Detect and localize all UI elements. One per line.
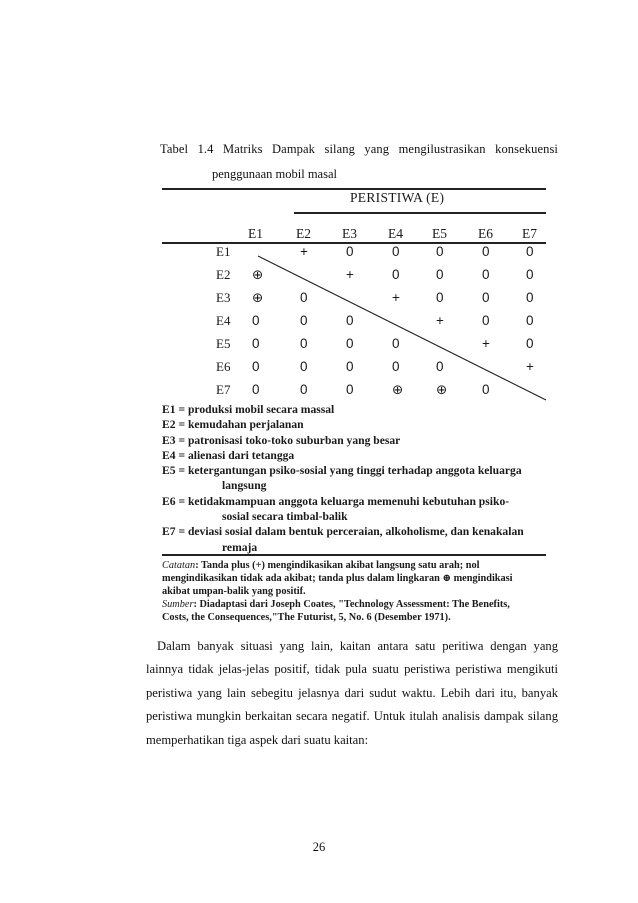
matrix-cell: 0: [482, 244, 490, 259]
table-caption-continued: penggunaan mobil masal: [212, 167, 337, 181]
column-header-e3: E3: [342, 226, 357, 241]
legend-label: E7: [162, 525, 176, 539]
legend-item-continued: remaja: [222, 540, 258, 554]
matrix-cell: ⊕: [436, 382, 448, 397]
legend-item: [162, 463, 546, 478]
legend-item-continued: sosial secara timbal-balik: [222, 510, 348, 524]
legend-text: = patronisasi toko-toko suburban yang besar: [178, 433, 401, 447]
body-paragraph-block: [146, 635, 558, 752]
matrix-cell: 0: [436, 267, 444, 282]
legend-label: E1: [162, 403, 176, 416]
row-header-e3: E3: [216, 290, 231, 305]
matrix-cell: 0: [392, 359, 400, 374]
legend-item-continued: langsung: [222, 479, 267, 493]
matrix-cell: 0: [252, 359, 260, 374]
matrix-cell: 0: [392, 336, 400, 351]
matrix-cell: 0: [482, 313, 490, 328]
matrix-cell: 0: [300, 382, 308, 397]
body-paragraph: Dalam banyak situasi yang lain, kaitan antara satu peritiwa dengan yang lainnya tidak jelas-jelas positif, tidak pula suatu peristiwa peristiwa mengikuti peristiwa yang lain sebegitu jelasnya dari sudut waktu. Lebih dari itu, banyak peristiwa mungkin berkaitan secara negatif. Untuk itulah analisis dampak silang memperhatikan tiga aspek dari suatu kaitan:: [146, 639, 558, 747]
catatan-text-1: : Tanda plus (+) mengindikasikan akibat langsung satu arah; nol: [195, 560, 480, 571]
catatan-text-3: akibat umpan-balik yang positif.: [162, 585, 306, 597]
matrix-cell: +: [392, 290, 400, 305]
note-rule: [162, 554, 546, 556]
matrix-cell: 0: [526, 244, 534, 259]
matrix-cell: 0: [300, 359, 308, 374]
matrix-cell: 0: [252, 336, 260, 351]
matrix-cell: 0: [300, 336, 308, 351]
matrix-cell: 0: [300, 313, 308, 328]
column-header-e1: E1: [248, 226, 263, 241]
matrix-cell: 0: [526, 313, 534, 328]
matrix-cell: 0: [346, 336, 354, 351]
row-header-e2: E2: [216, 267, 231, 282]
sumber-text-1: : Diadaptasi dari Joseph Coates, "Technology Assessment: The Benefits,: [193, 598, 510, 610]
legend-item: [162, 417, 546, 432]
table-caption: Tabel 1.4 Matriks Dampak silang yang mengilustrasikan konsekuensi: [160, 142, 558, 156]
column-header-e2: E2: [296, 226, 311, 241]
legend-label: E3: [162, 433, 176, 447]
matrix-cell: +: [346, 267, 354, 282]
row-header-e1: E1: [216, 244, 231, 259]
legend-item: [162, 448, 546, 463]
matrix-cell: 0: [252, 382, 260, 397]
legend-item: [162, 402, 546, 417]
matrix-cell: 0: [252, 313, 260, 328]
column-header-e6: E6: [478, 226, 493, 241]
legend-item: [162, 494, 546, 509]
matrix-cell: ⊕: [252, 290, 264, 305]
row-header-e4: E4: [216, 313, 231, 328]
legend-label: E5: [162, 464, 176, 478]
row-header-e7: E7: [216, 382, 231, 397]
matrix-cell: 0: [392, 244, 400, 259]
matrix-cell: 0: [482, 267, 490, 282]
matrix-cell: 0: [346, 382, 354, 397]
matrix-cell: 0: [346, 313, 354, 328]
matrix-cell: +: [436, 313, 444, 328]
matrix-cell: 0: [482, 290, 490, 305]
matrix-header-title: PERISTIWA (E): [350, 190, 445, 205]
matrix-cell: 0: [346, 359, 354, 374]
catatan-text-2: mengindikasikan tidak ada akibat; tanda plus dalam lingkaran ⊕ mengindikasi: [162, 572, 513, 584]
legend: [162, 402, 546, 555]
column-header-e4: E4: [388, 226, 403, 241]
column-header-e7: E7: [522, 226, 537, 241]
matrix-cell: 0: [346, 244, 354, 259]
note-block: [162, 560, 546, 622]
sumber-label: Sumber: [162, 598, 194, 610]
legend-text: = ketergantungan psiko-sosial yang tinggi terhadap anggota keluarga: [178, 464, 522, 478]
matrix-cell: 0: [392, 267, 400, 282]
matrix-cell: 0: [526, 336, 534, 351]
matrix-cell: 0: [436, 359, 444, 374]
matrix-cell: 0: [526, 290, 534, 305]
legend-text: = deviasi sosial dalam bentuk perceraian, alkoholisme, dan kenakalan: [178, 525, 524, 539]
legend-item: [162, 433, 546, 448]
matrix-cell: 0: [482, 382, 490, 397]
matrix-cell: 0: [300, 290, 308, 305]
legend-item: [162, 524, 546, 539]
cross-impact-matrix-scan: [162, 182, 546, 622]
legend-text: = produksi mobil secara massal: [178, 403, 335, 416]
catatan-label: Catatan: [162, 560, 196, 571]
legend-text: = ketidakmampuan anggota keluarga memenuhi kebutuhan psiko-: [178, 494, 510, 508]
sumber-text-2: Costs, the Consequences,"The Futurist, 5, No. 6 (Desember 1971).: [162, 611, 451, 622]
page-number: 26: [312, 840, 326, 854]
row-header-e5: E5: [216, 336, 231, 351]
matrix-cell: 0: [436, 290, 444, 305]
legend-label: E2: [162, 418, 176, 432]
matrix-cell: ⊕: [392, 382, 404, 397]
legend-text: = kemudahan perjalanan: [178, 418, 304, 432]
matrix-cell: +: [300, 244, 308, 259]
legend-label: E6: [162, 494, 176, 508]
matrix-cell: 0: [436, 244, 444, 259]
matrix-cell: +: [482, 336, 490, 351]
legend-text: = alienasi dari tetangga: [178, 448, 295, 462]
matrix-cell: ⊕: [252, 267, 264, 282]
matrix-cell: +: [526, 359, 534, 374]
matrix-cell: 0: [526, 267, 534, 282]
row-header-e6: E6: [216, 359, 231, 374]
column-header-e5: E5: [432, 226, 447, 241]
legend-label: E4: [162, 448, 176, 462]
